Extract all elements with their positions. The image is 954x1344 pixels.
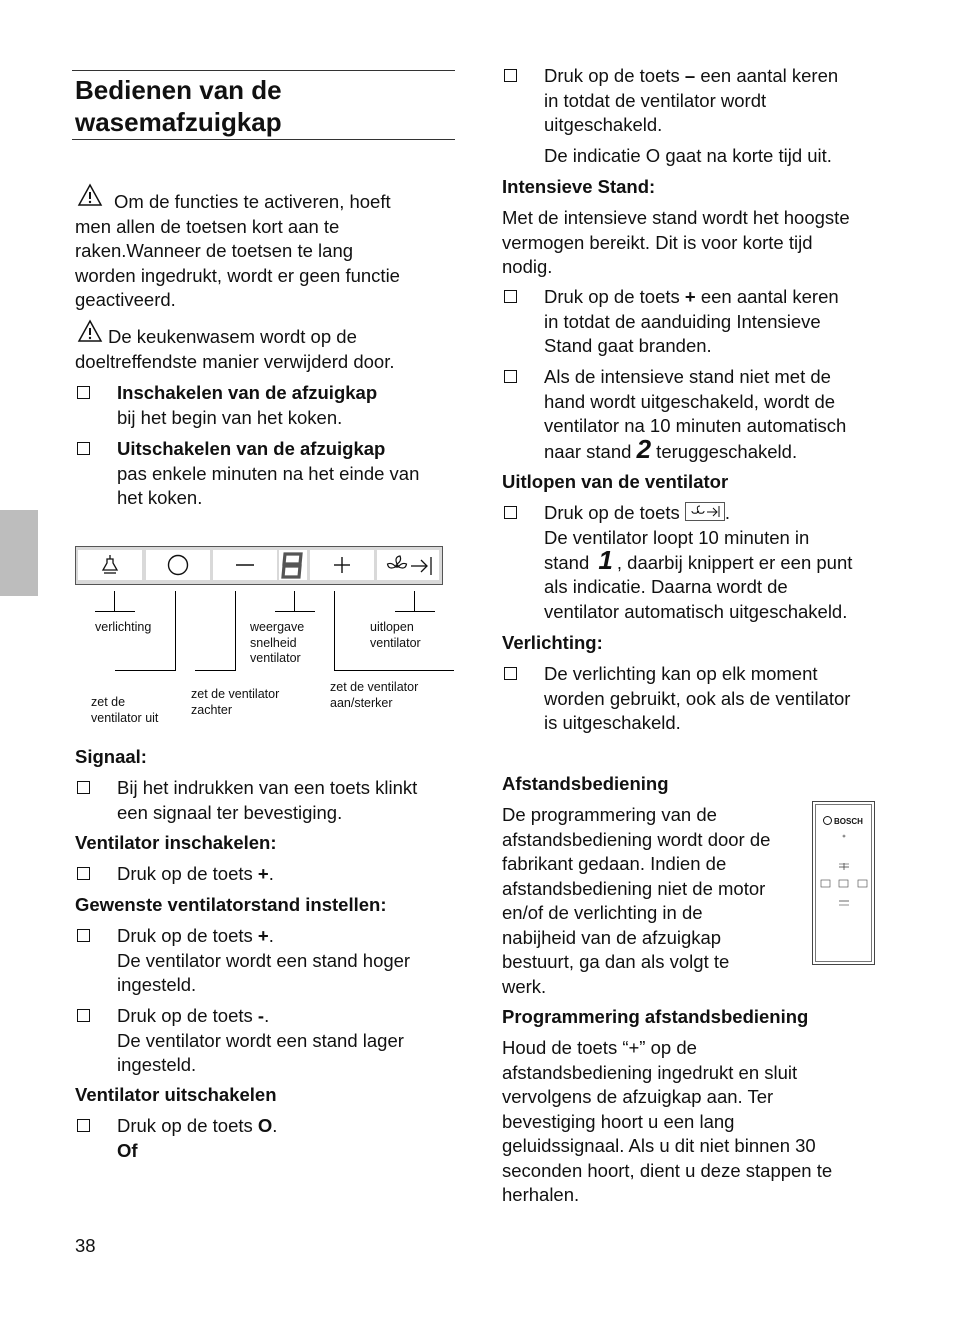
panel-label-light: verlichting [95,620,152,634]
callout-line [175,591,176,671]
circle-icon [146,550,210,580]
checkbox-icon [504,290,517,303]
checkbox-icon [77,386,90,399]
section-heading: Uitlopen van de ventilator [502,471,729,492]
callout-line [395,611,435,612]
section-heading: Programmering afstandsbediening [502,1006,809,1027]
section-heading: Verlichting: [502,632,603,653]
brand-logo: BOSCH [823,816,863,826]
callout-line [235,591,236,671]
checkbox-icon [77,867,90,880]
seven-segment-icon [279,550,307,580]
page-title: Bedienen van de wasemafzuigkap [75,75,282,137]
callout-line [294,591,295,611]
chapter-tab [0,510,38,596]
title-rule-top [72,70,455,71]
fan-runon-icon [377,550,439,580]
lamp-icon [78,550,142,580]
callout-line [95,611,135,612]
off-button [146,550,210,580]
minus-button [213,550,277,580]
callout-line [414,591,415,611]
checkbox-icon [77,1009,90,1022]
panel-label-runon: uitlopen ventilator [370,620,421,650]
remote-paragraph: De programmering van de afstandsbediening wordt door de fabrikant gedaan. Indien de afstandsbediening niet de motor en/of de verlichting in de nabijheid van de afzuigkap bestuurt, ga dan als volgt te werk. [502,804,771,997]
callout-line [115,670,176,671]
panel-label-off: zet de ventilator uit [91,695,159,725]
warning-text-2: De keukenwasem wordt op de doeltreffendste manier verwijderd door. [75,326,395,372]
section-heading: Afstandsbediening [502,773,669,794]
plus-icon [310,550,374,580]
callout-line [195,670,236,671]
warning-text-1: Om de functies te activeren, hoeft men allen de toetsen kort aan te raken.Wanneer de toetsen te lang worden ingedrukt, wordt er geen functie geactiveerd. [75,191,400,310]
display-digit: 1 [598,545,613,575]
callout-line [275,611,315,612]
callout-line [334,591,335,671]
remote-control-image [812,801,875,965]
checkbox-icon [504,506,517,519]
page-number: 38 [75,1235,96,1256]
plus-button [310,550,374,580]
checkbox-icon [504,370,517,383]
callout-line [114,591,115,611]
panel-label-display: weergave snelheid ventilator [250,620,305,665]
checkbox-icon [77,442,90,455]
section-heading: Gewenste ventilatorstand instellen: [75,894,387,915]
panel-label-up: zet de ventilator aan/sterker [330,680,419,710]
intensive-paragraph: Met de intensieve stand wordt het hoogste vermogen bereikt. Dit is voor korte tijd nodig. [502,207,850,277]
speed-display [279,550,307,580]
fan-runon-key-icon [685,502,725,521]
remote-buttons-icon [813,830,876,920]
minus-icon [213,550,277,580]
runon-button [377,550,439,580]
section-heading: Intensieve Stand: [502,176,656,197]
display-digit: 2 [636,434,652,464]
callout-line [334,670,454,671]
panel-label-down: zet de ventilator zachter [191,687,280,717]
section-heading: Signaal: [75,746,147,767]
checkbox-icon [504,69,517,82]
checkbox-icon [77,1119,90,1132]
title-rule-bottom [72,139,455,140]
light-button [78,550,142,580]
section-heading: Ventilator inschakelen: [75,832,277,853]
checkbox-icon [504,667,517,680]
checkbox-icon [77,929,90,942]
programming-paragraph: Houd de toets “+” op de afstandsbediening ingedrukt en sluit vervolgens de afzuigkap aan. Ter bevestiging hoort u een lang geluidssignaal. Als u dit niet binnen 30 seconden hoort, dient u deze stappen te herhalen. [502,1037,833,1205]
checkbox-icon [77,781,90,794]
section-heading: Ventilator uitschakelen [75,1084,277,1105]
